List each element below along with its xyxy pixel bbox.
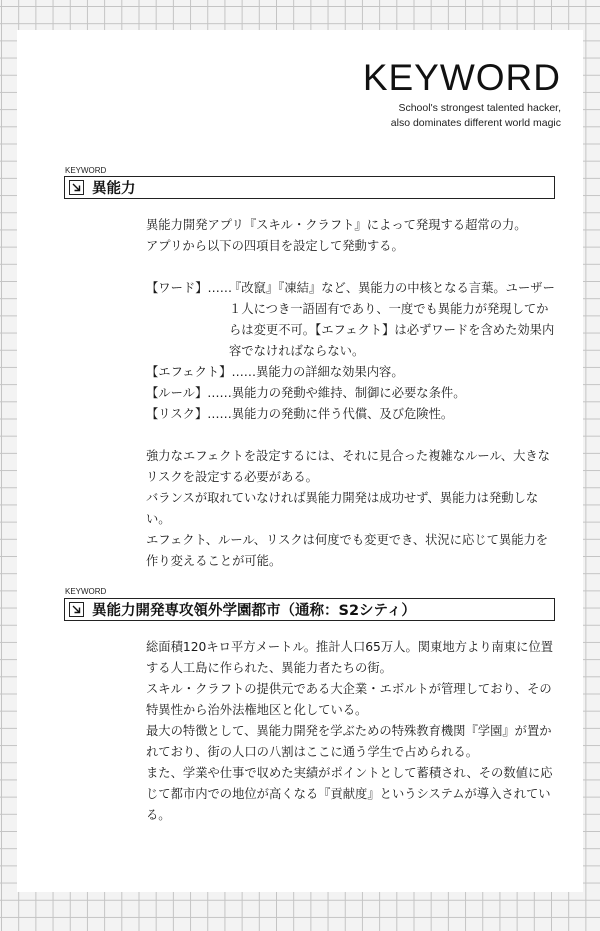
term-label: 【エフェクト】…… [146,365,257,379]
body-paragraph: また、学業や仕事で収めた実績がポイントとして蓄積され、その数値に応じて都市内での地位が高くなる『貢献度』というシステムが導入されている。 [146,766,553,822]
section-1-body [146,215,556,572]
section-1-heading [64,176,555,199]
outro-paragraph: バランスが取れていなければ異能力開発は成功せず、異能力は発動しない。 [146,491,539,526]
outro-paragraph: 強力なエフェクトを設定するには、それに見合った複雑なルール、大きなリスクを設定する必要がある。 [146,449,550,484]
page-sheet [17,30,583,892]
term-label: 【リスク】…… [146,407,232,421]
intro-line: 異能力開発アプリ『スキル・クラフト』によって発現する超常の力。 [146,218,527,232]
arrow-down-right-icon [69,602,84,617]
term-desc: 異能力の詳細な効果内容。 [256,365,404,379]
body-paragraph: 最大の特徴として、異能力開発を学ぶための特殊教育機関『学園』が置かれており、街の人口の八割はここに通う学生で占められる。 [146,724,552,759]
body-paragraph: 総面積120キロ平方メートル。推計人口65万人。関東地方より南東に位置する人工島に作られた、異能力者たちの街。 [146,640,554,675]
term-risk [146,404,556,425]
term-rule [146,383,556,404]
term-effect [146,362,556,383]
section-2-heading [64,598,555,621]
term-desc: 異能力の発動に伴う代償、及び危険性。 [231,407,454,421]
page-subtitle [391,101,561,131]
outro-paragraph: エフェクト、ルール、リスクは何度でも変更でき、状況に応じて異能力を作り変えることが可能。 [146,533,549,568]
term-label: 【ワード】…… [146,281,233,295]
subtitle-line-2: also dominates different world magic [390,117,561,129]
arrow-down-right-icon [69,180,84,195]
subtitle-line-1: School's strongest talented hacker, [398,102,561,114]
body-paragraph: スキル・クラフトの提供元である大企業・エボルトが管理しており、その特異性から治外法権地区と化している。 [146,682,552,717]
term-word [146,278,556,362]
term-label: 【ルール】…… [146,386,232,400]
section-1-title: 異能力 [92,181,136,197]
intro-line: アプリから以下の四項目を設定して発動する。 [146,239,404,253]
page-title: KEYWORD [362,57,561,98]
section-2-label: KEYWORD [65,587,107,596]
term-desc: 異能力の発動や維持、制御に必要な条件。 [231,386,466,400]
term-desc: 『改竄』『凍結』など、異能力の中核となる言葉。ユーザー１人につき一語固有であり、一度でも異能力が発現してからは変更不可。【エフェクト】は必ずワードを含めた効果内容でなければならない。 [229,281,555,358]
section-2-title: 異能力開発専攻領外学園都市（通称：S2シティ） [92,603,416,619]
section-2-body [146,637,556,826]
section-1-label: KEYWORD [65,166,107,175]
